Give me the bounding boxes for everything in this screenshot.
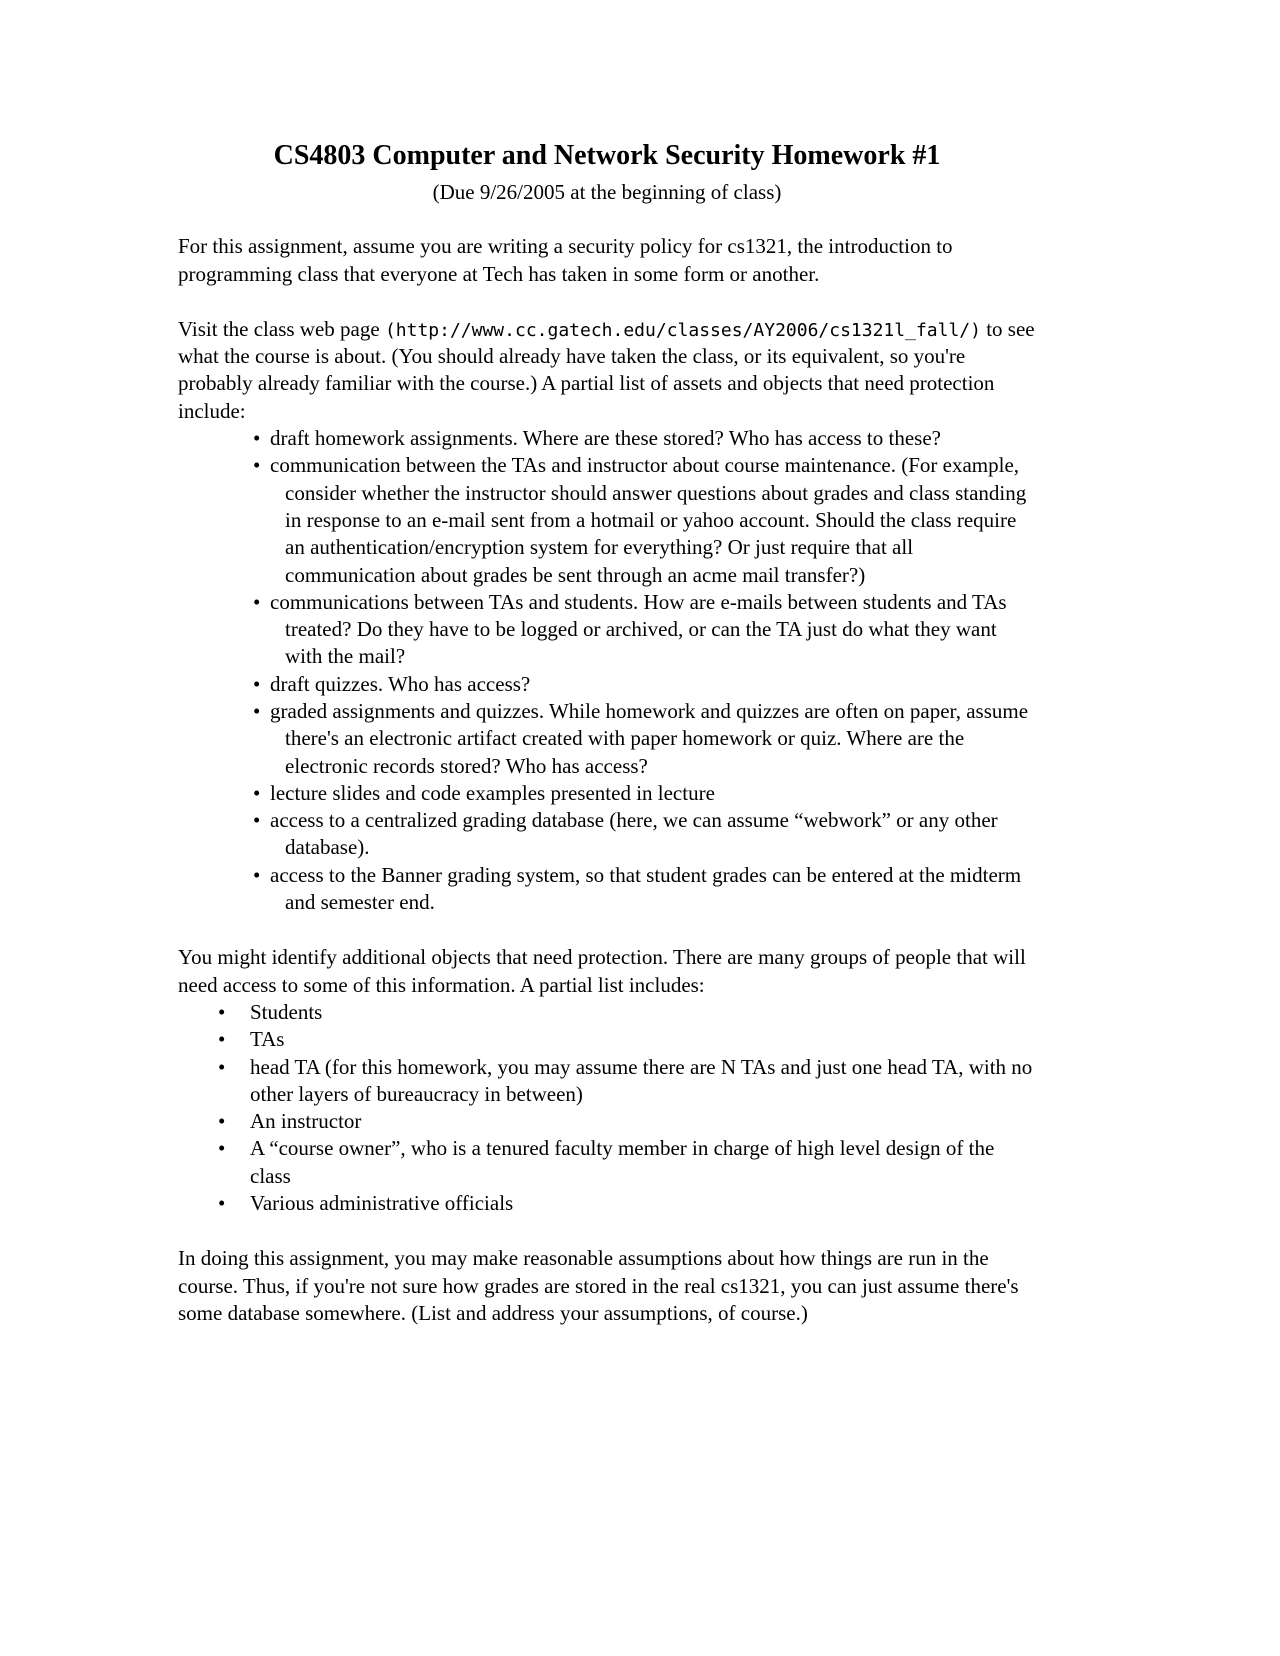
list-item: • Various administrative officials bbox=[178, 1190, 1036, 1217]
paragraph-webpage-lead: Visit the class web page bbox=[178, 316, 385, 341]
document-subtitle: (Due 9/26/2005 at the beginning of class) bbox=[432, 180, 782, 204]
list-item: • access to a centralized grading database (here, we can assume “webwork” or any other database). bbox=[178, 807, 1036, 862]
list-item: • An instructor bbox=[178, 1108, 1036, 1135]
paragraph-webpage-rest: to see what the course is about. (You should already have taken the class, or its equivalent, so you're probably already familiar with the course.) A partial list of assets and objects that need protection include: bbox=[178, 316, 1035, 423]
list-item: • Students bbox=[178, 999, 1036, 1026]
list-item: • head TA (for this homework, you may assume there are N TAs and just one head TA, with no other layers of bureaucracy in between) bbox=[178, 1054, 1036, 1109]
paragraph-groups: You might identify additional objects that need protection. There are many groups of people that will need access to some of this information. A partial list includes: bbox=[178, 945, 1026, 997]
list-item: • communication between the TAs and instructor about course maintenance. (For example, consider whether the instructor should answer questions about grades and class standing in response to an e-mail sent from a hotmail or yahoo account. Should the class require an authentication/encryption system for everything? Or just require that all communication about grades be sent through an acme mail transfer?) bbox=[178, 452, 1036, 588]
people-list bbox=[178, 999, 1036, 1217]
paragraph-closing: In doing this assignment, you may make reasonable assumptions about how things are run in the course. Thus, if you're not sure how grades are stored in the real cs1321, you can just assume there's some database somewhere. (List and address your assumptions, of course.) bbox=[178, 1246, 1019, 1325]
list-item: • lecture slides and code examples presented in lecture bbox=[178, 780, 1036, 807]
list-item: • TAs bbox=[178, 1026, 1036, 1053]
list-item: • A “course owner”, who is a tenured faculty member in charge of high level design of the class bbox=[178, 1135, 1036, 1190]
list-item: • draft quizzes. Who has access? bbox=[178, 671, 1036, 698]
paragraph-webpage bbox=[178, 316, 1036, 425]
list-item: • communications between TAs and students. How are e-mails between students and TAs treated? Do they have to be logged or archived, or can the TA just do what they want with the mail? bbox=[178, 589, 1036, 671]
document-title: CS4803 Computer and Network Security Homework #1 bbox=[273, 140, 941, 171]
list-item: • draft homework assignments. Where are these stored? Who has access to these? bbox=[178, 425, 1036, 452]
assets-list bbox=[178, 425, 1036, 916]
list-item: • graded assignments and quizzes. While homework and quizzes are often on paper, assume there's an electronic artifact created with paper homework or quiz. Where are the electronic records stored? Who has access? bbox=[178, 698, 1036, 780]
list-item: • access to the Banner grading system, so that student grades can be entered at the midterm and semester end. bbox=[178, 862, 1036, 917]
paragraph-assignment-intro: For this assignment, assume you are writing a security policy for cs1321, the introduction to programming class that everyone at Tech has taken in some form or another. bbox=[178, 234, 953, 286]
course-url: (http://www.cc.gatech.edu/classes/AY2006/cs1321l_fall/) bbox=[384, 319, 981, 341]
